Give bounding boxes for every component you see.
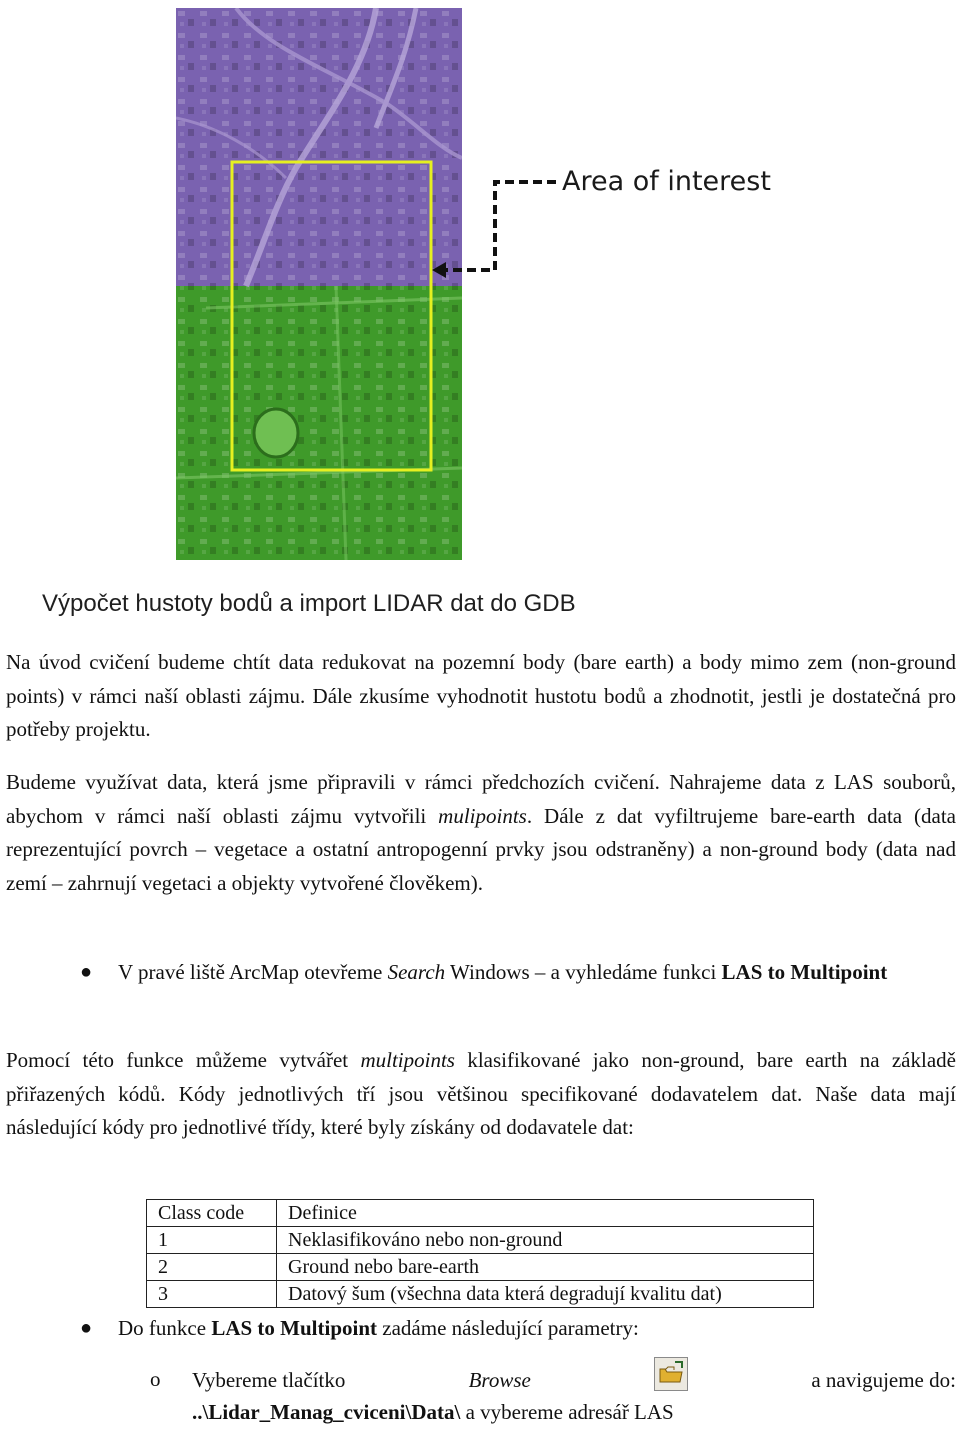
multipoints-term: multipoints — [360, 1048, 455, 1072]
stadium — [254, 409, 298, 457]
tool-name: LAS to Multipoint — [721, 960, 888, 984]
data-paragraph-text-a: Budeme využívat data, která jsme připravili v rámci předchozích cvičení. Nahrajeme data z LAS souborů, abychom v rámci naší oblasti zájmu vytvořili — [6, 770, 956, 828]
mulipoints-term: mulipoints — [438, 803, 527, 828]
sub-item-line2 — [192, 1396, 674, 1429]
data-paragraph — [6, 766, 956, 900]
class-code-table — [146, 1199, 814, 1308]
sub-text-a: Vybereme tlačítko — [192, 1367, 346, 1392]
bullet-dot-icon: ● — [80, 961, 93, 983]
bullet2-text-b: zadáme následující parametry: — [377, 1316, 639, 1340]
tool-name: LAS to Multipoint — [211, 1316, 378, 1340]
sub-text-c: a vybereme adresář LAS — [460, 1400, 674, 1424]
bullet-text — [118, 1312, 956, 1346]
area-of-interest-label: Area of interest — [562, 166, 771, 197]
data-path: ..\Lidar_Manag_cviceni\Data\ — [192, 1400, 461, 1424]
sub-text-b: a navigujeme do: — [811, 1367, 956, 1392]
annotation-arrow — [0, 0, 960, 300]
class-code-cell: 1 — [147, 1227, 277, 1254]
header-definice: Definice — [277, 1200, 814, 1227]
definition-cell: Datový šum (všechna data která degradují kvalitu dat) — [277, 1281, 814, 1308]
sub-bullet-marker: o — [150, 1367, 161, 1391]
class-code-cell: 2 — [147, 1254, 277, 1281]
sub-item-line1 — [192, 1363, 956, 1397]
table-row — [147, 1281, 814, 1308]
header-class-code: Class code — [147, 1200, 277, 1227]
intro-paragraph: Na úvod cvičení budeme chtít data redukovat na pozemní body (bare earth) a body mimo zem (non-ground points) v rámci naší oblasti zájmu. Dále zkusíme vyhodnotit hustotu bodů a zhodnotit, jestli je dostatečná pro potřeby projektu. — [6, 650, 956, 741]
data-paragraph-text-b: . Dále z dat vyfiltrujeme bare-earth data (data reprezentující povrch – vegetace a ostatní antropogenní prvky jsou odstraněny) a non-ground body (data nad zemí – zahrnují vegetaci a objekty vytvořené člověkem). — [6, 803, 956, 895]
definition-cell: Ground nebo bare-earth — [277, 1254, 814, 1281]
bullet-text-a: V pravé liště ArcMap otevřeme — [118, 960, 388, 984]
function-paragraph-text-b: klasifikované jako non-ground, bare earth na základě přiřazených kódů. Kódy jednotlivých tří jsou většinou specifikované dodavatelem dat. Naše data mají následující kódy pro jednotlivé třídy, které byly získány od dodavatele dat: — [6, 1048, 956, 1139]
bullet2-text-a: Do funkce — [118, 1316, 212, 1340]
search-term: Search — [387, 960, 446, 984]
function-paragraph — [6, 1044, 956, 1145]
function-paragraph-text-a: Pomocí této funkce můžeme vytvářet — [6, 1048, 361, 1072]
table-row — [147, 1227, 814, 1254]
definition-cell: Neklasifikováno nebo non-ground — [277, 1227, 814, 1254]
browse-term: Browse — [468, 1367, 531, 1392]
bullet-text-b: Windows – a vyhledáme funkci — [445, 960, 722, 984]
class-code-cell: 3 — [147, 1281, 277, 1308]
section-heading: Výpočet hustoty bodů a import LIDAR dat do GDB — [42, 590, 576, 617]
table-header-row — [147, 1200, 814, 1227]
bullet-dot-icon: ● — [80, 1317, 93, 1339]
table-row — [147, 1254, 814, 1281]
bullet-text — [118, 956, 956, 990]
open-folder-icon[interactable] — [654, 1357, 688, 1391]
